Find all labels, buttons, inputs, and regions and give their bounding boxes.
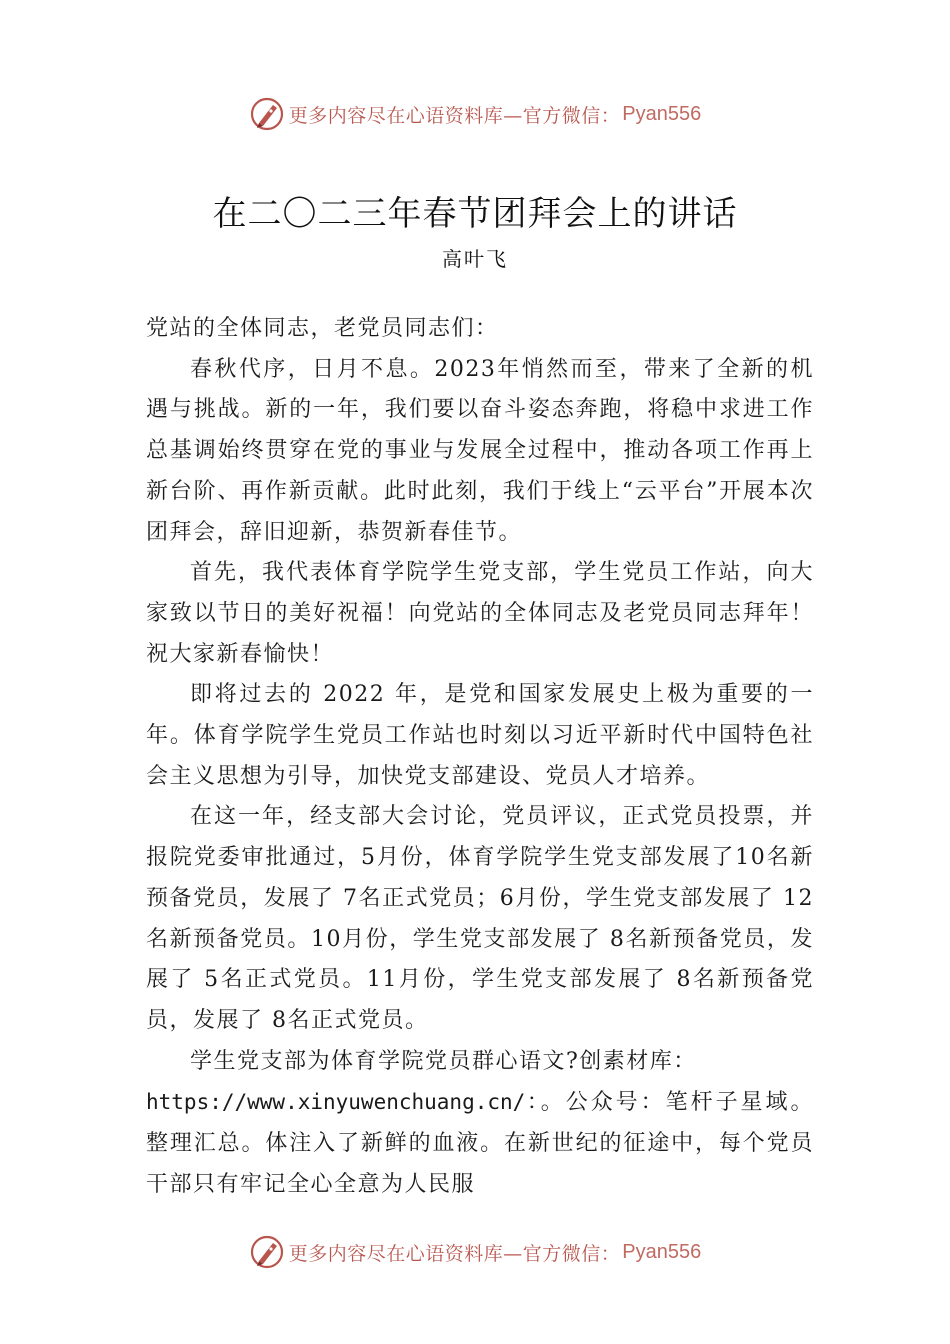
paragraph-6-text: ：。公众号：笔杆子星域。整理汇总。体注入了新鲜的血液。在新世纪的征途中，每个党员干部只有牢记全心全意为人民服 bbox=[146, 1090, 814, 1197]
salutation: 党站的全体同志，老党员同志们： bbox=[146, 316, 499, 341]
header-banner bbox=[0, 94, 950, 134]
footer-banner bbox=[0, 1232, 950, 1272]
document-title: 在二〇二三年春节团拜会上的讲话 bbox=[212, 194, 738, 234]
banner-wechat-id: Pyan556 bbox=[622, 102, 702, 125]
pen-logo-icon bbox=[249, 1234, 285, 1270]
banner-wechat-id: Pyan556 bbox=[622, 1240, 702, 1263]
banner-text: 更多内容尽在心语资料库—官方微信： bbox=[288, 1242, 621, 1265]
paragraph-2: 首先，我代表体育学院学生党支部，学生党员工作站，向大家致以节日的美好祝福！向党站的全体同志及老党员同志拜年！祝大家新春愉快！ bbox=[146, 560, 814, 667]
paragraph-3: 即将过去的 2022 年，是党和国家发展史上极为重要的一年。体育学院学生党员工作站也时刻以习近平新时代中国特色社会主义思想为引导，加快党支部建设、党员人才培养。 bbox=[146, 682, 814, 789]
paragraph-4: 在这一年，经支部大会讨论，党员评议，正式党员投票，并报院党委审批通过，5月份，体育学院学生党支部发展了10名新预备党员，发展了 7名正式党员；6月份，学生党支部发展了 12名新预备党员。10月份，学生党支部发展了 8名新预备党员，发展了 5名正式党员。11月份，学生党支部发展了 8名新预备党员，发展了 8名正式党员。 bbox=[146, 804, 814, 1033]
source-url: https://www.xinyuwenchuang.cn/ bbox=[146, 1090, 526, 1115]
paragraph-6 bbox=[146, 1082, 814, 1205]
pen-logo-icon bbox=[249, 96, 285, 132]
paragraph-5: 学生党支部为体育学院党员群心语文?创素材库： bbox=[190, 1048, 697, 1074]
document-author: 高叶飞 bbox=[442, 247, 508, 271]
document-body bbox=[146, 309, 814, 1205]
banner-text: 更多内容尽在心语资料库—官方微信： bbox=[288, 104, 621, 127]
paragraph-1: 春秋代序，日月不息。2023年悄然而至，带来了全新的机遇与挑战。新的一年，我们要以奋斗姿态奔跑，将稳中求进工作总基调始终贯穿在党的事业与发展全过程中，推动各项工作再上新台阶、再作新贡献。此时此刻，我们于线上“云平台”开展本次团拜会，辞旧迎新，恭贺新春佳节。 bbox=[146, 356, 814, 545]
